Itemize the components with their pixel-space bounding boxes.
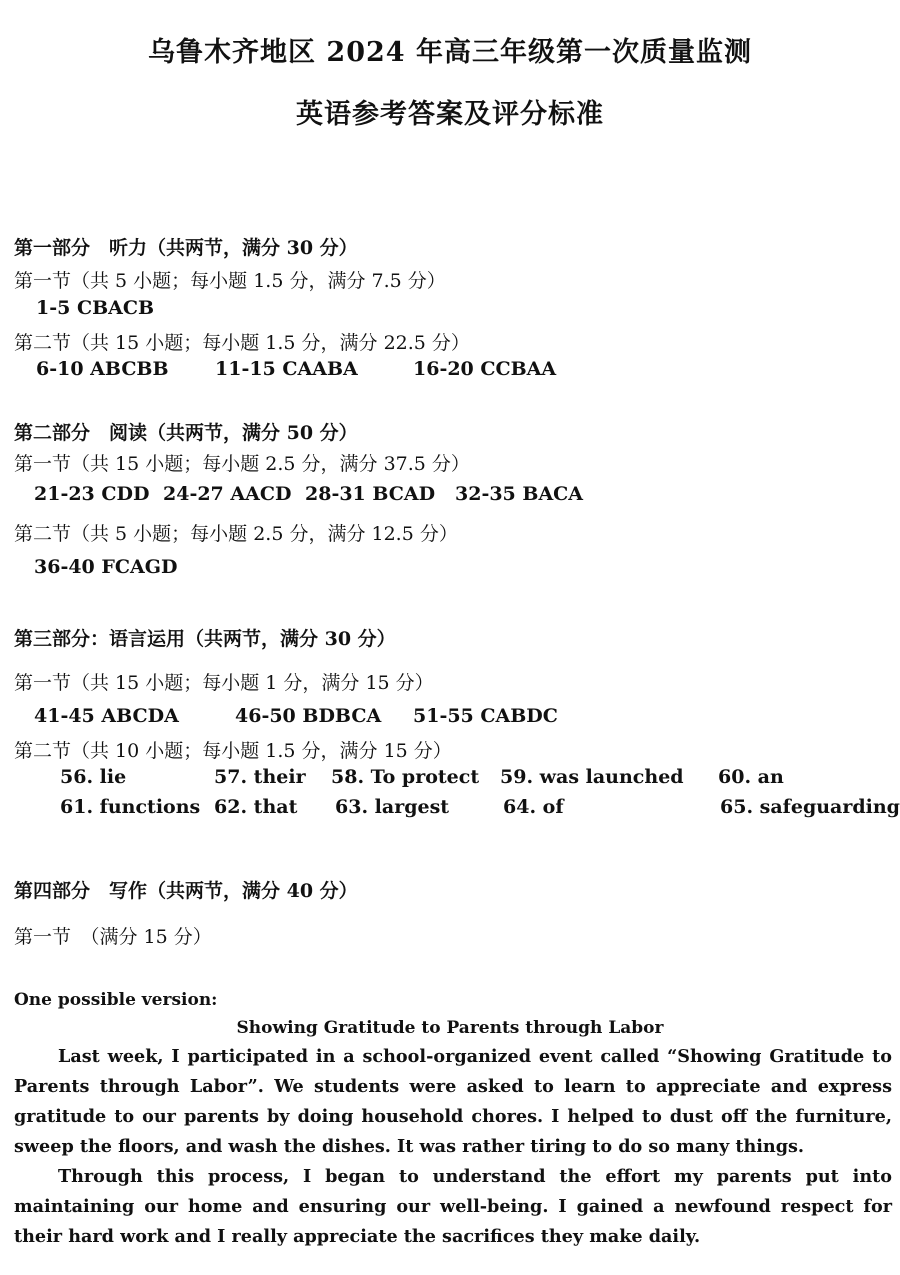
answer-item: 58. To protect (331, 766, 480, 788)
answer-group: 36-40 FCAGD (34, 556, 178, 578)
answer-item: 63. largest (335, 796, 450, 818)
answer-group: 32-35 BACA (455, 483, 584, 505)
answer-group: 28-31 BCAD (305, 483, 436, 505)
answer-group: 11-15 CAABA (215, 358, 358, 380)
part3-sec1-heading: 第一节（共 15 小题；每小题 1 分，满分 15 分） (14, 672, 434, 694)
essay-title: Showing Gratitude to Parents through Labor (236, 1018, 664, 1038)
answer-item: 65. safeguarding (720, 796, 900, 818)
answer-group: 46-50 BDBCA (235, 705, 382, 727)
answer-item: 56. lie (60, 766, 127, 788)
page-title: 乌鲁木齐地区 2024 年高三年级第一次质量监测 (148, 37, 752, 68)
answer-item: 57. their (214, 766, 306, 788)
part2-sec1-heading: 第一节（共 15 小题；每小题 2.5 分，满分 37.5 分） (14, 453, 470, 475)
answer-group: 41-45 ABCDA (34, 705, 179, 727)
answer-item: 62. that (214, 796, 298, 818)
part1-sec2-heading: 第二节（共 15 小题；每小题 1.5 分，满分 22.5 分） (14, 332, 470, 354)
answer-group: 1-5 CBACB (36, 297, 155, 319)
answer-group: 6-10 ABCBB (36, 358, 169, 380)
essay-paragraph: Last week, I participated in a school-organized event called “Showing Gratitude to Parents through Labor”. We students were asked to learn to appreciate and express gratitude to our parents by doing household chores. I helped to dust off the furniture, sweep the floors, and wash the dishes. It was rather tiring to do so many things. (14, 1046, 892, 1157)
essay-intro: One possible version: (14, 990, 218, 1010)
answer-item: 60. an (718, 766, 784, 788)
page-subtitle: 英语参考答案及评分标准 (296, 99, 604, 130)
answer-item: 59. was launched (500, 766, 684, 788)
part2-heading: 第二部分 阅读（共两节，满分 50 分） (14, 422, 358, 444)
part4-sec1-heading: 第一节 （满分 15 分） (14, 926, 212, 948)
answer-item: 64. of (503, 796, 564, 818)
part1-sec1-heading: 第一节（共 5 小题；每小题 1.5 分，满分 7.5 分） (14, 270, 446, 292)
part4-heading: 第四部分 写作（共两节，满分 40 分） (14, 880, 358, 902)
answer-group: 51-55 CABDC (413, 705, 558, 727)
part3-heading: 第三部分：语言运用（共两节，满分 30 分） (14, 628, 396, 650)
part2-sec2-heading: 第二节（共 5 小题；每小题 2.5 分，满分 12.5 分） (14, 523, 458, 545)
essay-paragraph: Through this process, I began to understand the effort my parents put into maintaining our home and ensuring our well-being. I gained a newfound respect for their hard work and I really appreciate the sacrifices they make daily. (14, 1166, 892, 1247)
answer-item: 61. functions (60, 796, 201, 818)
answer-group: 16-20 CCBAA (413, 358, 557, 380)
answer-group: 21-23 CDD (34, 483, 150, 505)
answer-group: 24-27 AACD (163, 483, 292, 505)
part3-sec2-heading: 第二节（共 10 小题；每小题 1.5 分，满分 15 分） (14, 740, 452, 762)
part1-heading: 第一部分 听力（共两节，满分 30 分） (14, 237, 358, 259)
